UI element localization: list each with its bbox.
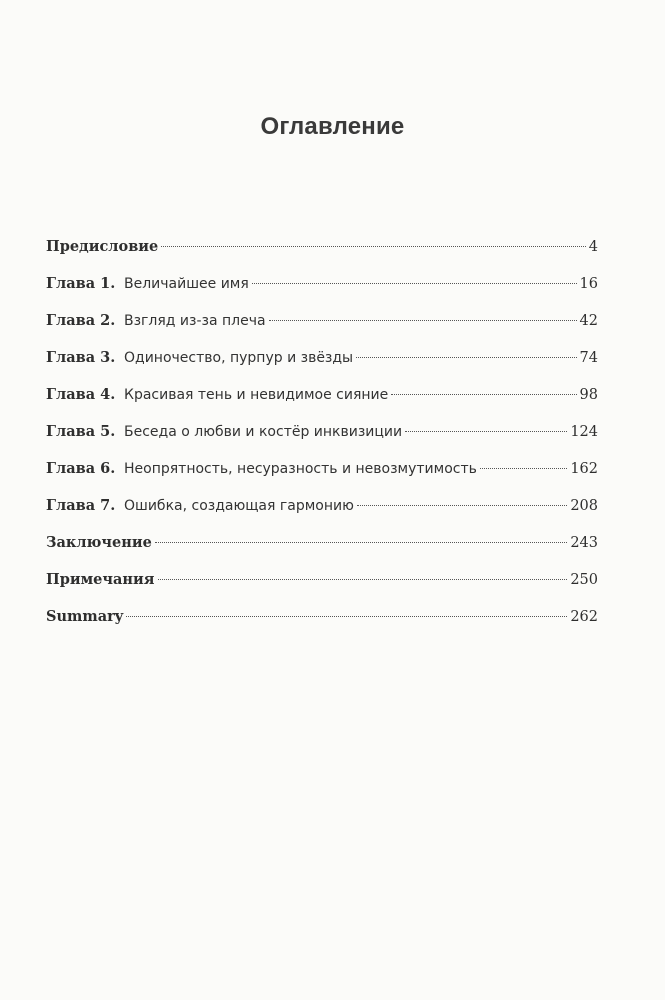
toc-page-number: 4: [588, 239, 598, 255]
toc-chapter-title: Неопрятность, несуразность и невозмутимость: [124, 461, 477, 477]
dot-leader: [356, 357, 576, 358]
toc-entry-preface[interactable]: [46, 238, 598, 275]
toc-entry-summary[interactable]: [46, 608, 598, 645]
toc-entry-chapter-5[interactable]: [46, 423, 598, 460]
toc-entry-notes[interactable]: [46, 571, 598, 608]
toc-page-number: 16: [579, 276, 598, 292]
dot-leader: [161, 246, 586, 247]
toc-entry-chapter-7[interactable]: [46, 497, 598, 534]
toc-entry-chapter-4[interactable]: [46, 386, 598, 423]
toc-entry-label: Предисловие: [46, 238, 159, 255]
toc-chapter-number: Глава 5.: [46, 423, 116, 440]
toc-entry-label: Заключение: [46, 534, 152, 551]
dot-leader: [269, 320, 577, 321]
toc-chapter-title: Ошибка, создающая гармонию: [124, 498, 354, 514]
toc-entry-chapter-3[interactable]: [46, 349, 598, 386]
toc-page-number: 262: [570, 609, 598, 625]
toc-page-number: 162: [570, 461, 598, 477]
toc-entry-label: Summary: [46, 608, 124, 625]
dot-leader: [391, 394, 576, 395]
toc-page-number: 74: [579, 350, 598, 366]
toc-entry-chapter-1[interactable]: [46, 275, 598, 312]
toc-page-number: 243: [570, 535, 598, 551]
dot-leader: [126, 616, 567, 617]
toc-entry-chapter-6[interactable]: [46, 460, 598, 497]
toc-page-number: 98: [579, 387, 598, 403]
toc-entry-conclusion[interactable]: [46, 534, 598, 571]
toc-chapter-number: Глава 6.: [46, 460, 116, 477]
table-of-contents: [46, 238, 598, 645]
dot-leader: [252, 283, 577, 284]
toc-chapter-title: Взгляд из-за плеча: [124, 313, 266, 329]
toc-page-number: 250: [570, 572, 598, 588]
toc-chapter-title: Беседа о любви и костёр инквизиции: [124, 424, 403, 440]
toc-page-number: 42: [579, 313, 598, 329]
dot-leader: [480, 468, 567, 469]
toc-chapter-number: Глава 2.: [46, 312, 116, 329]
toc-chapter-number: Глава 1.: [46, 275, 116, 292]
toc-chapter-title: Величайшее имя: [124, 276, 249, 292]
toc-chapter-number: Глава 3.: [46, 349, 116, 366]
page-title: Оглавление: [260, 113, 405, 140]
dot-leader: [357, 505, 567, 506]
toc-chapter-title: Красивая тень и невидимое сияние: [124, 387, 389, 403]
dot-leader: [405, 431, 567, 432]
toc-chapter-number: Глава 7.: [46, 497, 116, 514]
toc-chapter-number: Глава 4.: [46, 386, 116, 403]
toc-entry-label: Примечания: [46, 571, 155, 588]
toc-chapter-title: Одиночество, пурпур и звёзды: [124, 350, 354, 366]
dot-leader: [158, 579, 568, 580]
dot-leader: [155, 542, 567, 543]
toc-entry-chapter-2[interactable]: [46, 312, 598, 349]
toc-page-number: 208: [570, 498, 598, 514]
toc-page-number: 124: [570, 424, 598, 440]
